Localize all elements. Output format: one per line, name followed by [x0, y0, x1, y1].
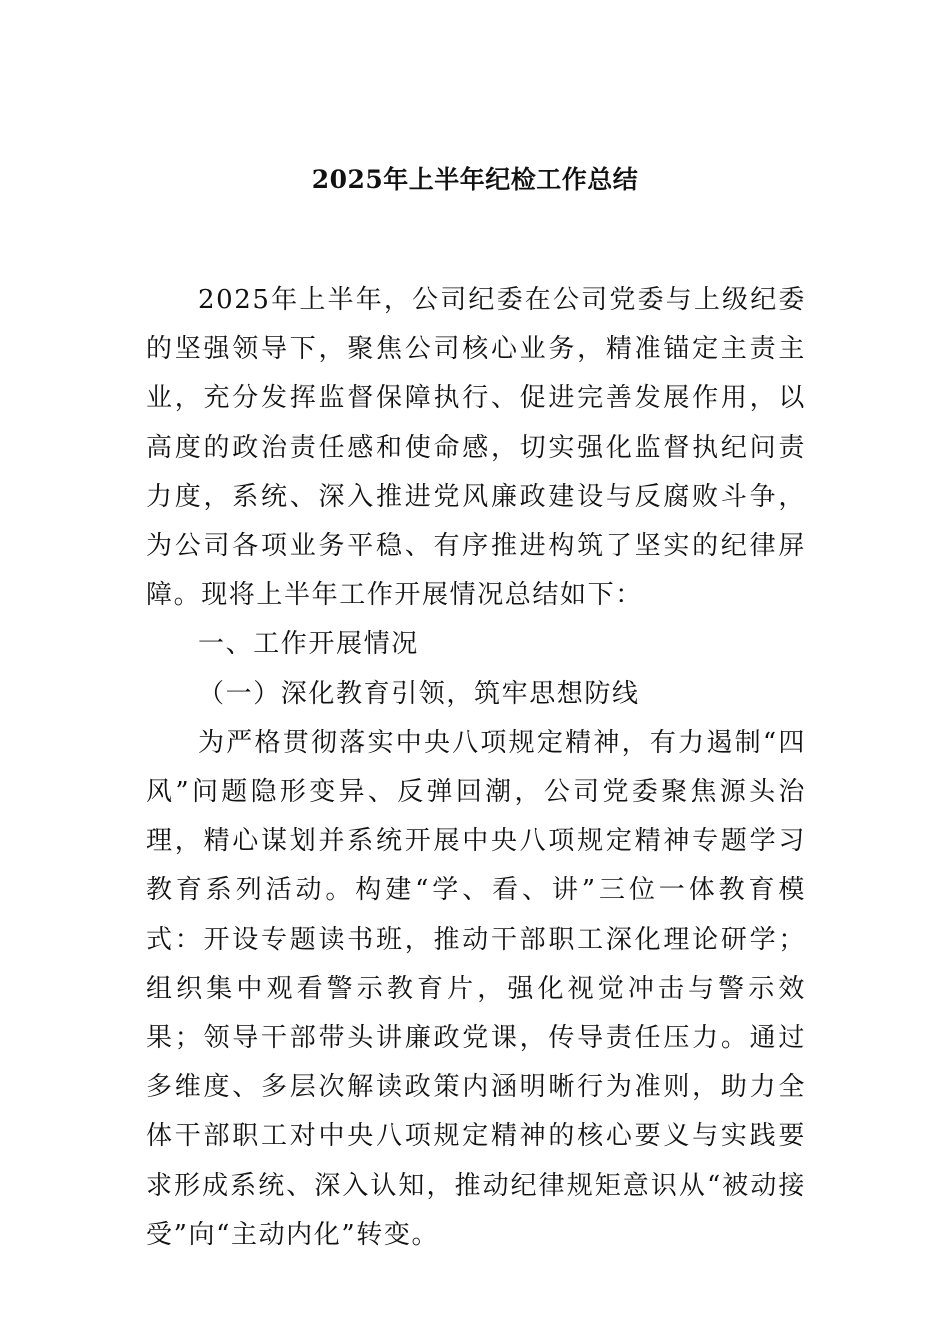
subsection-heading: （一）深化教育引领，筑牢思想防线: [198, 678, 640, 709]
section-heading: 一、工作开展情况: [198, 629, 419, 660]
body-paragraph: 为严格贯彻落实中央八项规定精神，有力遏制“四风”问题隐形变异、反弹回潮，公司党委聚焦源头治理，精心谋划并系统开展中央八项规定精神专题学习教育系列活动。构建“学、看、讲”三位一体教育模式：开设专题读书班，推动干部职工深化理论研学；组织集中观看警示教育片，强化视觉冲击与警示效果；领导干部带头讲廉政党课，传导责任压力。通过多维度、多层次解读政策内涵明晰行为准则，助力全体干部职工对中央八项规定精神的核心要义与实践要求形成系统、深入认知，推动纪律规矩意识从“被动接受”向“主动内化”转变。: [146, 727, 806, 1250]
intro-paragraph: 2025年上半年，公司纪委在公司党委与上级纪委的坚强领导下，聚焦公司核心业务，精准锚定主责主业，充分发挥监督保障执行、促进完善发展作用，以高度的政治责任感和使命感，切实强化监督执纪问责力度，系统、深入推进党风廉政建设与反腐败斗争，为公司各项业务平稳、有序推进构筑了坚实的纪律屏障。现将上半年工作开展情况总结如下：: [146, 285, 806, 611]
document-title: 2025年上半年纪检工作总结: [311, 165, 639, 194]
document-body: [146, 276, 806, 1260]
